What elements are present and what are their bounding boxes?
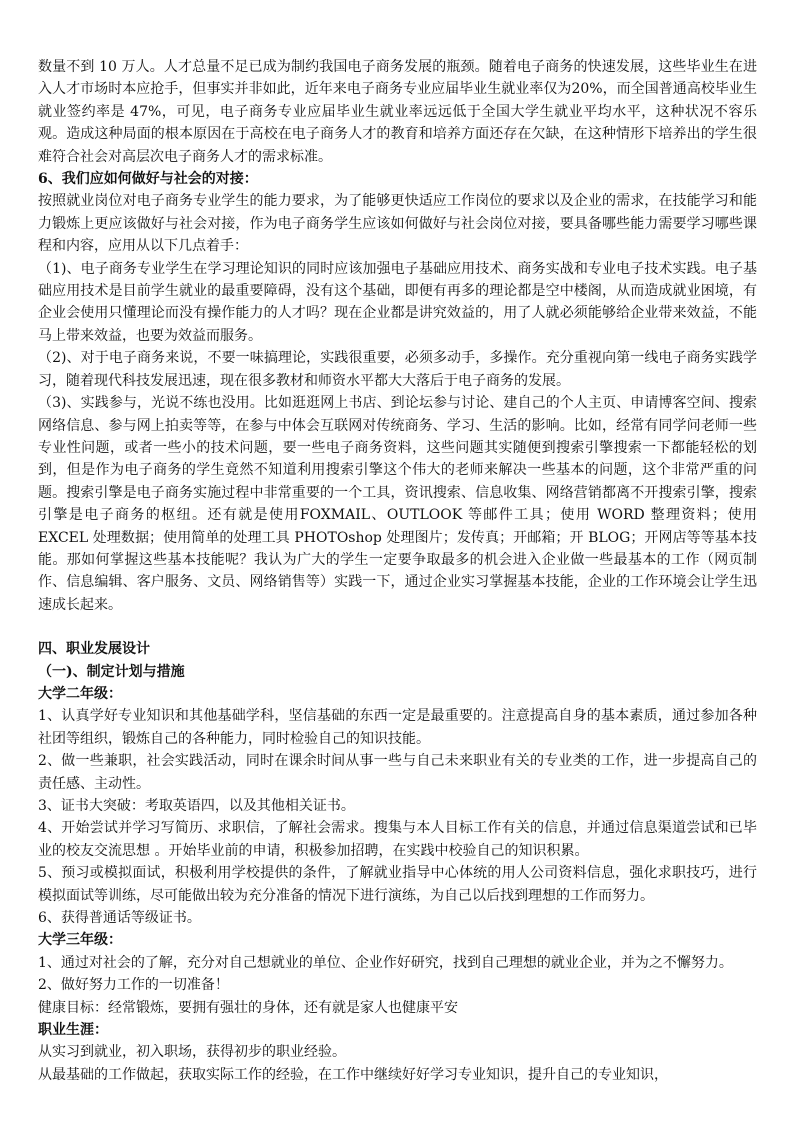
paragraph: 从实习到就业，初入职场，获得初步的职业经验。 <box>38 1044 346 1061</box>
paragraph: （2)、对于电子商务来说，不要一味搞理论，实践很重要，必须多动手，多操作。充分重视向第一线电子商务实践学习，随着现代科技发展迅速，现在很多教材和师资水平都大大落后于电子商务的发展。 <box>38 350 757 389</box>
paragraph: 4、开始尝试并学习写简历、求职信，了解社会需求。搜集与本人目标工作有关的信息，并通过信息渠道尝试和已毕业的校友交流思想 。开始毕业前的申请，积极参加招聘，在实践中校验自己的知识积累。 <box>38 820 757 859</box>
section-heading: 四、职业发展设计 <box>38 641 150 658</box>
section-heading: 职业生涯： <box>38 1022 108 1039</box>
paragraph: 5、预习或模拟面试，积极利用学校提供的条件，了解就业指导中心体统的用人公司资料信息，强化求职技巧，进行模拟面试等训练，尽可能做出较为充分准备的情况下进行演练，为自己以后找到理想的工作而努力。 <box>38 865 757 904</box>
blank-line <box>38 616 757 638</box>
paragraph: 2、做好努力工作的一切准备！ <box>38 977 229 994</box>
paragraph: 2、做一些兼职，社会实践活动，同时在课余时间从事一些与自己未来职业有关的专业类的工作，进一步提高自己的责任感、主动性。 <box>38 753 757 792</box>
paragraph: （1)、电子商务专业学生在学习理论知识的同时应该加强电子基础应用技术、商务实战和专业电子技术实践。电子基础应用技术是目前学生就业的最重要障碍，没有这个基础，即便有再多的理论都是空中楼阁，从而造成就业困境，有企业会使用只懂理论而没有操作能力的人才吗？现在企业都是讲究效益的，用了人就必须能够给企业带来效益，不能马上带来效益，也要为效益而服务。 <box>38 260 757 344</box>
paragraph: 数量不到 10 万人。人才总量不足已成为制约我国电子商务发展的瓶颈。随着电子商务的快速发展，这些毕业生在进入人才市场时本应抢手，但事实并非如此，近年来电子商务专业应届毕业生就业率仅为20%，而全国普通高校毕业生就业签约率是 47%，可见，电子商务专业应届毕业生就业率远远低于全国大学生就业平均水平，这种状况不容乐观。造成这种局面的根本原因在于高校在电子商务人才的教育和培养方面还存在欠缺，在这种情形下培养出的学生很难符合社会对高层次电子商务人才的需求标准。 <box>38 59 757 165</box>
paragraph: 3、证书大突破：考取英语四，以及其他相关证书。 <box>38 798 355 814</box>
paragraph: 健康目标：经常锻炼，要拥有强壮的身体，还有就是家人也健康平安 <box>38 999 458 1016</box>
section-heading: 大学三年级： <box>38 932 122 949</box>
paragraph: 1、通过对社会的了解，充分对自己想就业的单位、企业作好研究，找到自己理想的就业企业，并为之不懈努力。 <box>38 954 733 971</box>
section-heading: （一)、制定计划与措施 <box>38 663 185 680</box>
paragraph: 6、获得普通话等级证书。 <box>38 910 201 927</box>
paragraph: 1、认真学好专业知识和其他基础学科，坚信基础的东西一定是最重要的。注意提高自身的基本素质，通过参加各种社团等组织，锻炼自己的各种能力，同时检验自己的知识技能。 <box>38 708 757 747</box>
section-heading: 大学二年级： <box>38 685 122 702</box>
paragraph: 按照就业岗位对电子商务专业学生的能力要求，为了能够更快适应工作岗位的要求以及企业的需求，在技能学习和能力锻炼上更应该做好与社会对接，作为电子商务学生应该如何做好与社会岗位对接，要具备哪些能力需要学习哪些课程和内容，应用从以下几点着手： <box>38 193 757 255</box>
document-body <box>38 56 757 1086</box>
section-heading: 6、我们应如何做好与社会的对接： <box>38 171 258 188</box>
paragraph: （3)、实践参与，光说不练也没用。比如逛逛网上书店、到论坛参与讨论、建自己的个人主页、申请博客空间、搜索网络信息、参与网上拍卖等等，在参与中体会互联网对传统商务、学习、生活的影响。比如，经常有同学问老师一些专业性问题，或者一些小的技术问题，要一些电子商务资料，这些问题其实随便到搜索引擎搜索一下都能轻松的划到，但是作为电子商务的学生竟然不知道利用搜索引擎这个伟大的老师来解决一些基本的问题，这个非常严重的问题。搜索引擎是电子商务实施过程中非常重要的一个工具，资讯搜索、信息收集、网络营销都离不开搜索引擎，搜索引擎是电子商务的枢纽。还有就是使用FOXMAIL、OUTLOOK 等邮件工具；使用 WORD 整理资料；使用 EXCEL 处理数据；使用简单的处理工具 PHOTOshop 处理图片；发传真；开邮箱；开 BLOG；开网店等等基本技能。那如何掌握这些基本技能呢？我认为广大的学生一定要争取最多的机会进入企业做一些最基本的工作（网页制作、信息编辑、客户服务、文员、网络销售等）实践一下，通过企业实习掌握基本技能，企业的工作环境会让学生迅速成长起来。 <box>38 395 757 613</box>
paragraph: 从最基础的工作做起，获取实际工作的经验，在工作中继续好好学习专业知识，提升自己的专业知识， <box>38 1066 668 1083</box>
